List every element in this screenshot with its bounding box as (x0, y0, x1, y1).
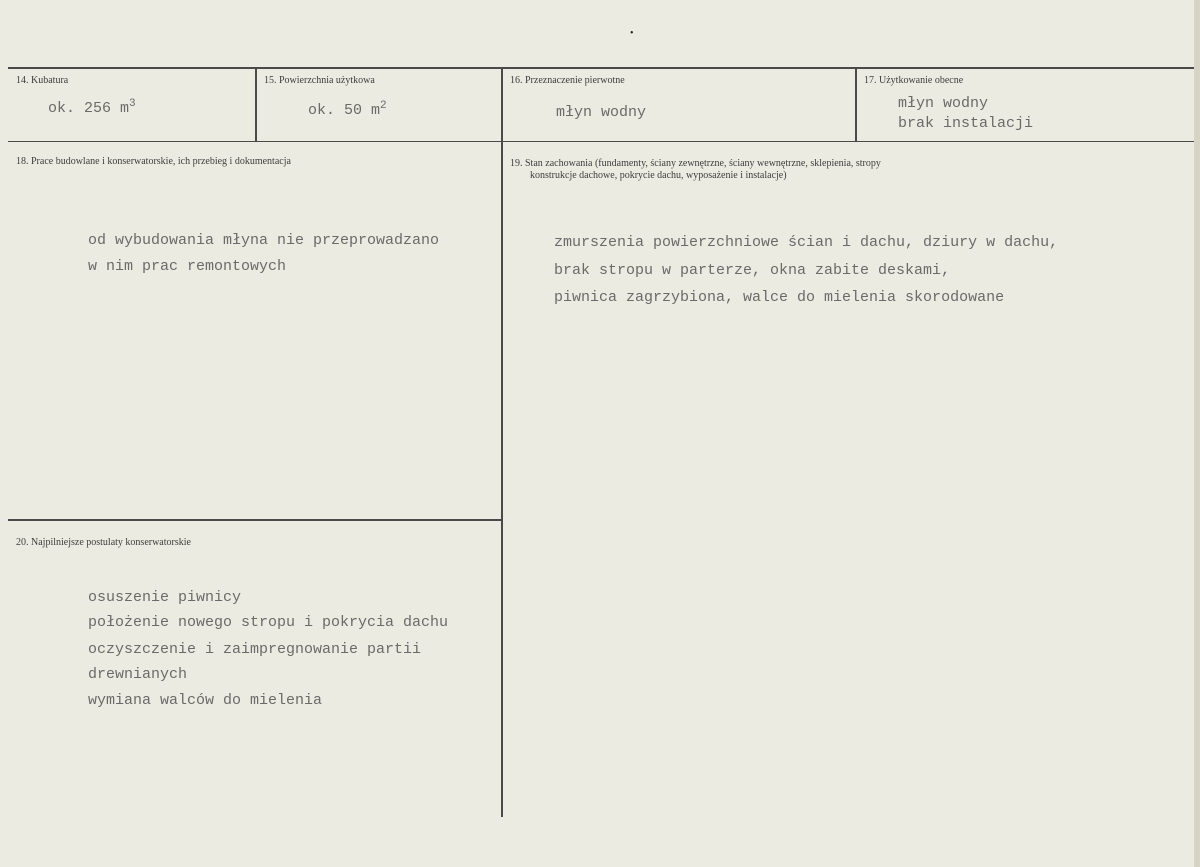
col-divider-3 (855, 67, 857, 142)
field-19-line-2: brak stropu w parterze, okna zabite deskami, (554, 262, 951, 279)
field-18-label: 18. Prace budowlane i konserwatorskie, ich przebieg i dokumentacja (16, 156, 291, 167)
field-20-line-5: wymiana walców do mielenia (88, 692, 323, 709)
field-18-line-2: w nim prac remontowych (88, 258, 287, 275)
field-15-value (308, 98, 387, 124)
field-15-superscript: 2 (380, 100, 387, 112)
field-17-label: 17. Użytkowanie obecne (864, 75, 964, 86)
field-15-text: ok. 50 m (308, 102, 381, 119)
field-19-line-3: piwnica zagrzybiona, walce do mielenia skorodowane (554, 289, 1005, 306)
field-19-line-1: zmurszenia powierzchniowe ścian i dachu, dziury w dachu, (554, 234, 1059, 251)
field-15-label: 15. Powierzchnia użytkowa (264, 75, 375, 86)
field-20-line-4: drewnianych (88, 666, 188, 683)
field-14-text: ok. 256 m (48, 100, 130, 117)
section-divider (8, 519, 502, 521)
row-divider (8, 141, 1198, 142)
field-20-label: 20. Najpilniejsze postulaty konserwatorskie (16, 537, 191, 548)
field-20-line-2: położenie nowego stropu i pokrycia dachu (88, 614, 449, 631)
scan-edge (1194, 0, 1200, 867)
ink-mark: • (630, 28, 634, 39)
field-14-label: 14. Kubatura (16, 75, 69, 86)
field-18-line-1: od wybudowania młyna nie przeprowadzano (88, 232, 440, 249)
field-14-superscript: 3 (129, 98, 136, 110)
field-19-label-line-1: 19. Stan zachowania (fundamenty, ściany zewnętrzne, ściany wewnętrzne, sklepienia, stropy (510, 158, 881, 169)
field-14-value (48, 96, 136, 122)
field-17-line-1: młyn wodny (898, 95, 989, 112)
field-17-line-2: brak instalacji (898, 115, 1034, 132)
field-20-line-3: oczyszczenie i zaimpregnowanie partii (88, 641, 422, 658)
field-16-value: młyn wodny (556, 104, 647, 121)
field-19-label-line-2: konstrukcje dachowe, pokrycie dachu, wyposażenie i instalacje) (530, 170, 787, 181)
top-rule (8, 67, 1198, 69)
col-divider-2 (501, 67, 503, 817)
col-divider-1 (255, 67, 257, 142)
field-16-label: 16. Przeznaczenie pierwotne (510, 75, 625, 86)
field-20-line-1: osuszenie piwnicy (88, 589, 242, 606)
